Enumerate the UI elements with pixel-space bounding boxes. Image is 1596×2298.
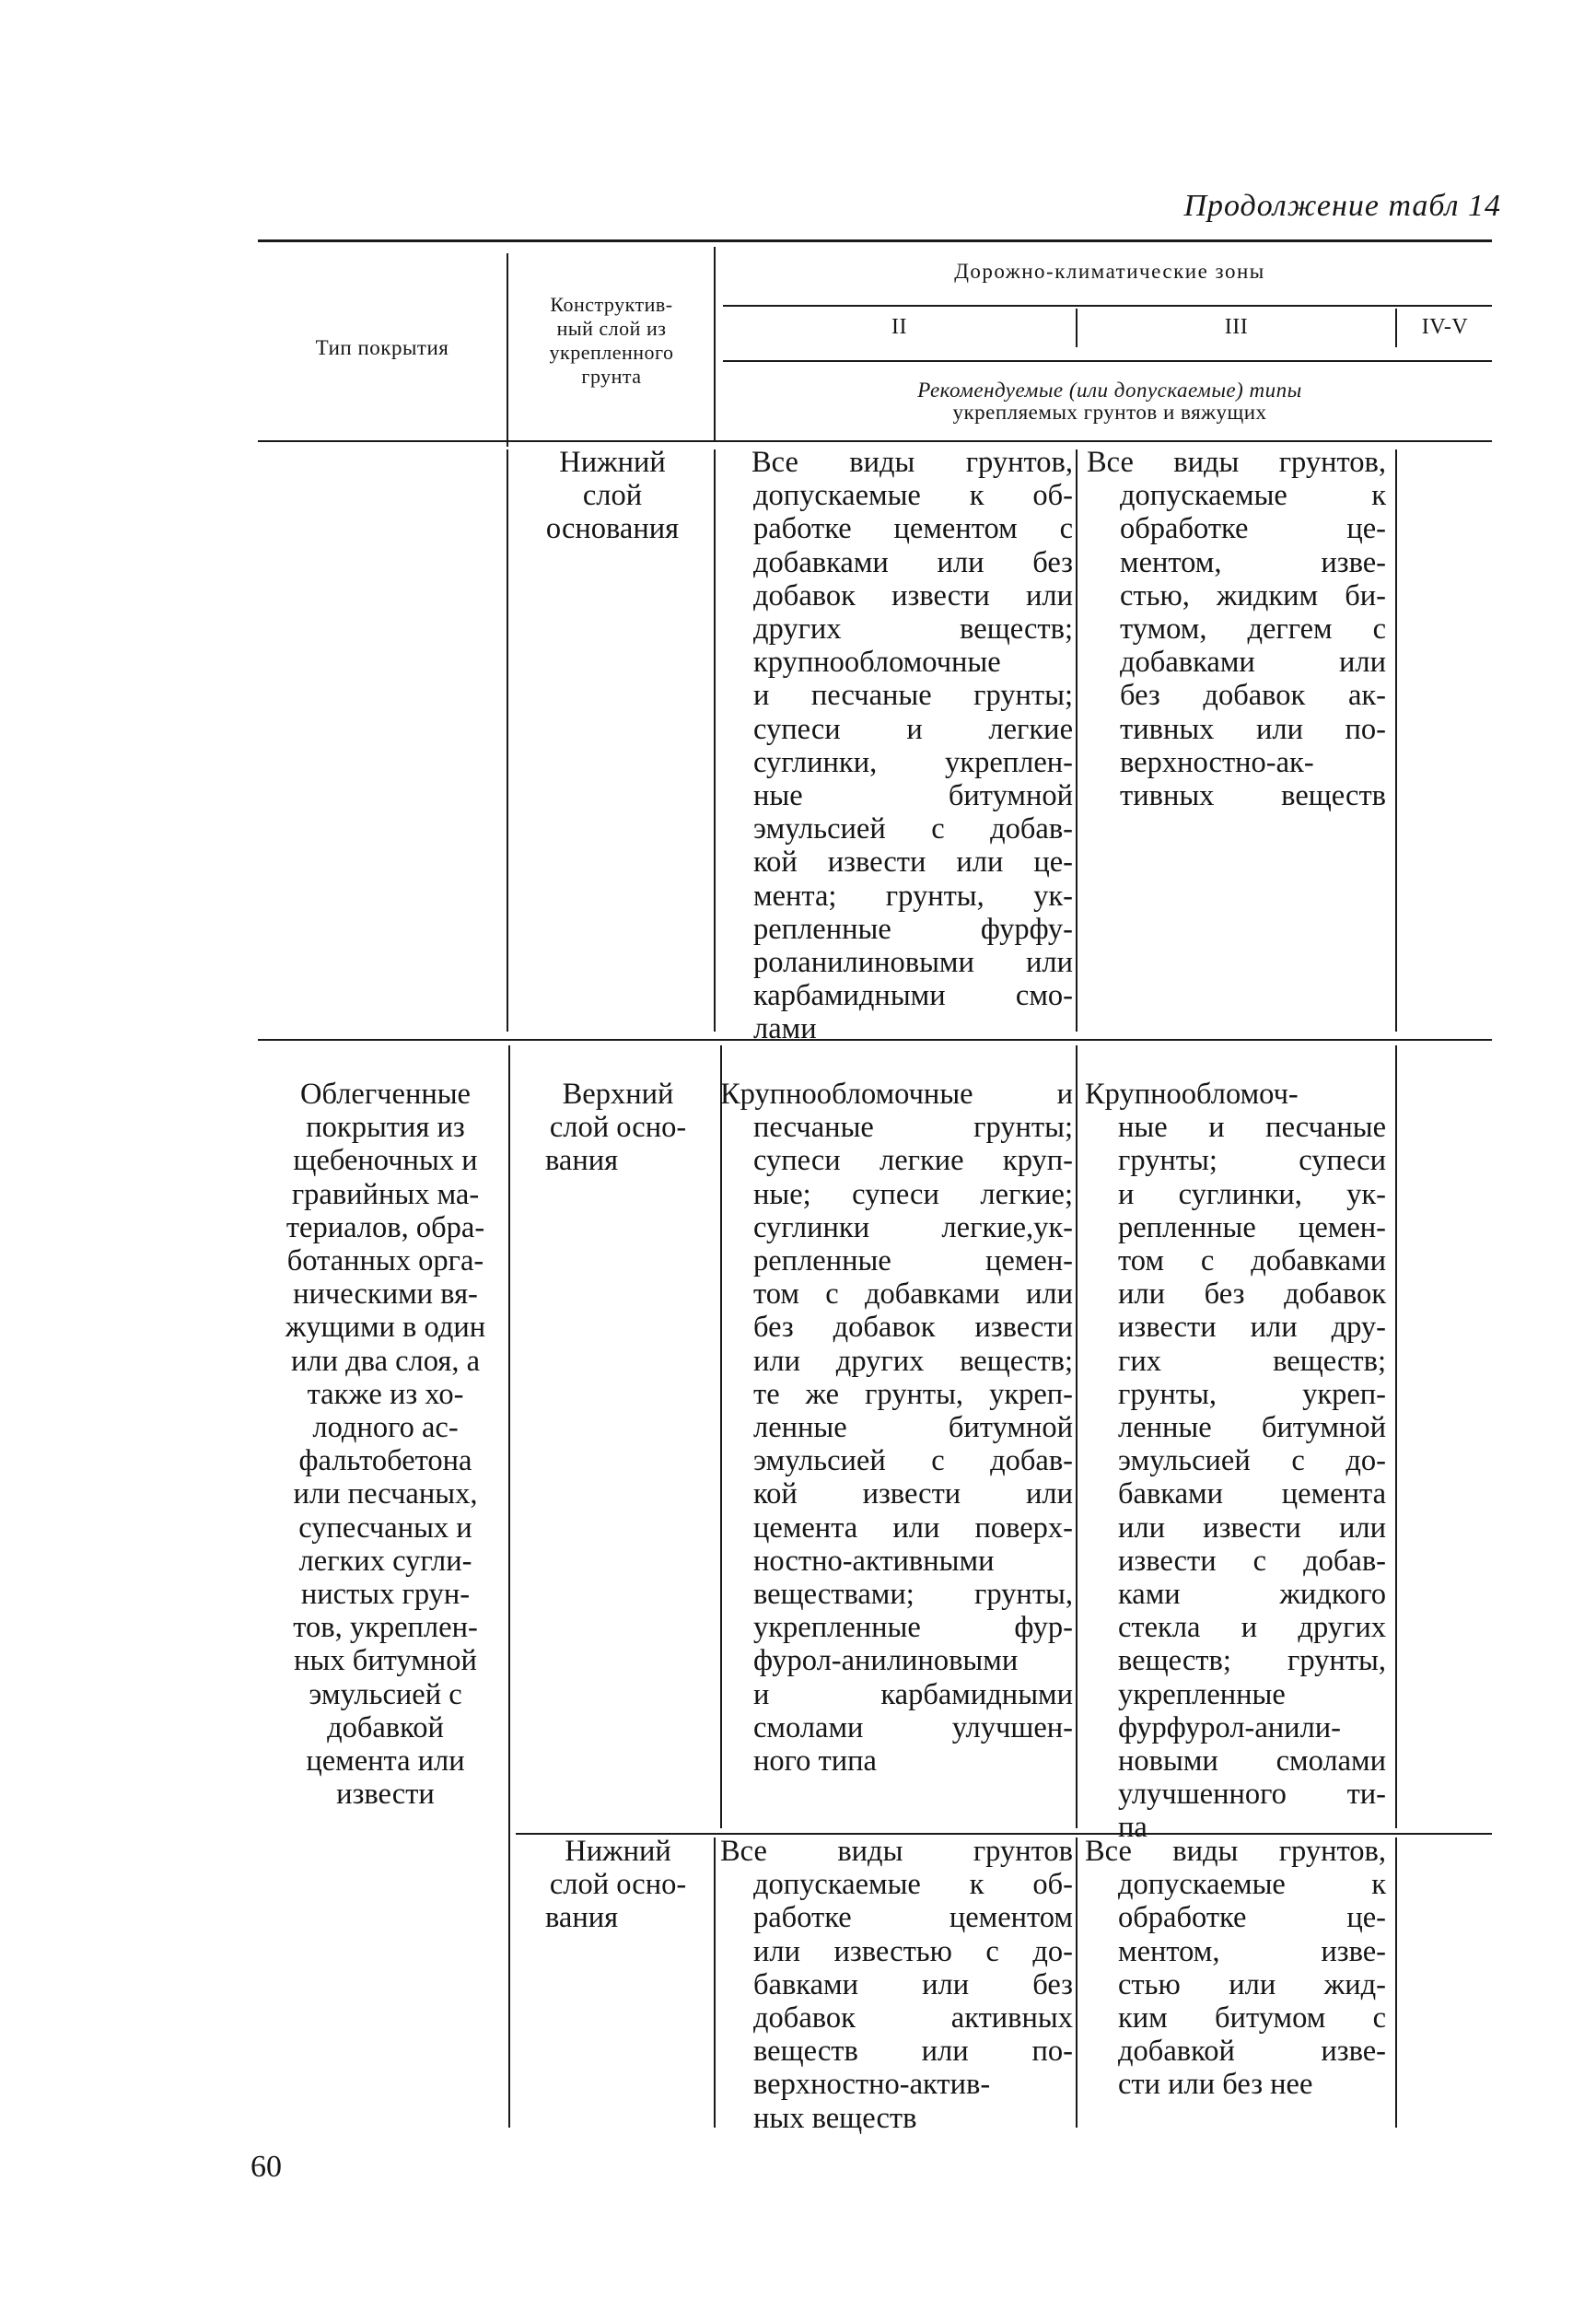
text-line: мента; грунты, ук- bbox=[753, 879, 1073, 913]
text-line: новыми смолами bbox=[1118, 1744, 1386, 1779]
text-line: фальтобетона bbox=[298, 1444, 472, 1478]
row2-type bbox=[264, 1078, 507, 1811]
text-line: слой осно- bbox=[549, 1868, 687, 1902]
text-line: добавок извести или bbox=[753, 578, 1073, 612]
text-line: вания bbox=[545, 1901, 619, 1935]
text-line: Нижний bbox=[565, 1835, 671, 1868]
text-line: и карбамидными bbox=[753, 1677, 1073, 1711]
header-zone-4-5: IV-V bbox=[1421, 315, 1469, 339]
text-line: добавкой bbox=[327, 1710, 444, 1744]
text-line: добавкой изве- bbox=[1118, 2035, 1386, 2069]
text-line: супеси легкие круп- bbox=[753, 1144, 1073, 1178]
header-recommended bbox=[728, 379, 1492, 424]
text-line: ностно-активными bbox=[753, 1544, 995, 1578]
row1-zone2 bbox=[753, 446, 1073, 1046]
text-line: кой извести или це- bbox=[753, 846, 1073, 880]
text-line: Все виды грунтов, bbox=[1085, 1835, 1386, 1868]
text-line: Крупнообломочные и bbox=[720, 1078, 1073, 1111]
text-line: Облегченные bbox=[300, 1078, 471, 1111]
row3-zone2 bbox=[720, 1835, 1073, 2135]
text-line: тумом, деггем с bbox=[1120, 612, 1386, 647]
text-line: обработке це- bbox=[1118, 1901, 1386, 1935]
text-line: фурол-анилиновыми bbox=[753, 1644, 1019, 1678]
text-line: лами bbox=[753, 1012, 817, 1046]
text-line: добавками или bbox=[1120, 646, 1386, 680]
text-line: слой осно- bbox=[549, 1111, 687, 1145]
col-divider-4 bbox=[1395, 1045, 1397, 1828]
text-line: репленные цемен- bbox=[753, 1244, 1073, 1278]
row1-zone3 bbox=[1087, 446, 1386, 812]
col-divider-3 bbox=[1076, 1837, 1078, 2128]
text-line: ного типа bbox=[753, 1744, 877, 1779]
text-line: тивных или по- bbox=[1120, 712, 1386, 746]
text-line: укрепленные фур- bbox=[753, 1611, 1073, 1645]
text-line: или без добавок bbox=[1118, 1277, 1386, 1312]
text-line: тивных веществ bbox=[1120, 779, 1386, 813]
text-line: Крупнообломоч- bbox=[1085, 1078, 1299, 1111]
header-layer-line: грунта bbox=[581, 365, 642, 388]
text-line: или известью с до- bbox=[753, 1934, 1073, 1968]
col-divider-4 bbox=[1395, 449, 1397, 1032]
text-line: веществ или по- bbox=[753, 2035, 1073, 2069]
text-line: и песчаные грунты; bbox=[753, 679, 1073, 713]
header-recommended-line: Рекомендуемые (или допускаемые) типы bbox=[917, 379, 1302, 402]
text-line: стью или жид- bbox=[1118, 1967, 1386, 2001]
text-line: стью, жидким би- bbox=[1120, 578, 1386, 612]
text-line: репленные фурфу- bbox=[753, 912, 1073, 946]
text-line: нистых грун- bbox=[300, 1578, 471, 1612]
text-line: или извести или bbox=[1118, 1511, 1386, 1545]
text-line: также из хо- bbox=[307, 1377, 464, 1411]
text-line: ническими вя- bbox=[293, 1277, 478, 1312]
text-line: верхностно-актив- bbox=[753, 2068, 991, 2102]
col-divider-3 bbox=[1076, 1045, 1078, 1828]
text-line: или песчаных, bbox=[293, 1477, 478, 1511]
text-line: репленные цемен- bbox=[1118, 1210, 1386, 1244]
text-line: укрепленные bbox=[1118, 1677, 1286, 1711]
text-line: ким битумом с bbox=[1118, 2001, 1386, 2036]
row2-zone3 bbox=[1085, 1078, 1386, 1845]
page-number: 60 bbox=[250, 2150, 282, 2184]
text-line: допускаемые к об- bbox=[753, 1868, 1073, 1902]
col-divider-4 bbox=[1395, 1837, 1397, 2128]
text-line: цемента или bbox=[306, 1744, 465, 1779]
text-line: слой bbox=[582, 479, 643, 513]
text-line: бавками цемента bbox=[1118, 1477, 1386, 1511]
text-line: супеси и легкие bbox=[753, 712, 1073, 746]
text-line: ные битумной bbox=[753, 779, 1073, 813]
text-line: те же грунты, укреп- bbox=[753, 1377, 1073, 1411]
text-line: ментом, изве- bbox=[1120, 545, 1386, 579]
text-line: ками жидкого bbox=[1118, 1578, 1386, 1612]
table-caption: Продолжение табл 14 bbox=[1183, 189, 1501, 223]
text-line: суглинки легкие,ук- bbox=[753, 1210, 1073, 1244]
text-line: и суглинки, ук- bbox=[1118, 1177, 1386, 1211]
text-line: эмульсией с добав- bbox=[753, 812, 1073, 846]
text-line: карбамидными смо- bbox=[753, 979, 1073, 1013]
text-line: грунты, укреп- bbox=[1118, 1377, 1386, 1411]
text-line: без добавок ак- bbox=[1120, 679, 1386, 713]
text-line: бавками или без bbox=[753, 1967, 1073, 2001]
text-line: основания bbox=[545, 512, 680, 546]
text-line: том с добавками bbox=[1118, 1244, 1386, 1278]
col-divider-1 bbox=[507, 449, 508, 1032]
table-top-rule bbox=[258, 239, 1492, 242]
text-line: или других веществ; bbox=[753, 1344, 1073, 1378]
text-line: Все виды грунтов, bbox=[1087, 446, 1386, 479]
text-line: ные; супеси легкие; bbox=[753, 1177, 1073, 1211]
text-line: покрытия из bbox=[306, 1111, 465, 1145]
text-line: эмульсией с до- bbox=[1118, 1444, 1386, 1478]
recommended-divider-rule bbox=[723, 360, 1492, 362]
text-line: или два слоя, а bbox=[290, 1344, 481, 1378]
text-line: вания bbox=[545, 1144, 619, 1178]
text-line: допускаемые к об- bbox=[753, 479, 1073, 513]
header-layer-line: укрепленного bbox=[549, 341, 674, 364]
header-type-col: Тип покрытия bbox=[315, 336, 449, 359]
text-line: ботанных орга- bbox=[286, 1244, 484, 1278]
text-line: Нижний bbox=[559, 446, 666, 479]
text-line: роланилиновыми или bbox=[753, 946, 1073, 980]
col-divider-2 bbox=[714, 449, 716, 1032]
row3-layer bbox=[518, 1835, 718, 1935]
text-line: других веществ; bbox=[753, 612, 1073, 647]
header-zone-3: III bbox=[1224, 315, 1249, 339]
text-line: допускаемые к bbox=[1120, 479, 1386, 513]
text-line: верхностно-ак- bbox=[1120, 745, 1314, 779]
text-line: веществ; грунты, bbox=[1118, 1644, 1386, 1678]
zones-divider-rule bbox=[723, 305, 1492, 307]
text-line: ные и песчаные bbox=[1118, 1111, 1386, 1145]
row3-zone3 bbox=[1085, 1835, 1386, 2102]
text-line: том с добавками или bbox=[753, 1277, 1073, 1312]
text-line: фурфурол-анили- bbox=[1118, 1710, 1342, 1744]
text-line: кой извести или bbox=[753, 1477, 1073, 1511]
col-divider-1 bbox=[507, 253, 508, 447]
text-line: без добавок извести bbox=[753, 1311, 1073, 1345]
col-divider-3 bbox=[1076, 449, 1078, 1032]
text-line: работке цементом bbox=[753, 1901, 1073, 1935]
row2-layer bbox=[518, 1078, 718, 1178]
text-line: тов, укреплен- bbox=[293, 1611, 478, 1645]
text-line: песчаные грунты; bbox=[753, 1111, 1073, 1145]
header-recommended-line: укрепляемых грунтов и вяжущих bbox=[952, 401, 1267, 424]
text-line: ных битумной bbox=[294, 1644, 477, 1678]
col-divider-4 bbox=[1395, 309, 1397, 347]
text-line: стекла и других bbox=[1118, 1611, 1386, 1645]
text-line: добавок активных bbox=[753, 2001, 1073, 2036]
text-line: Все виды грунтов, bbox=[751, 446, 1073, 479]
text-line: веществами; грунты, bbox=[753, 1578, 1073, 1612]
header-bottom-rule bbox=[258, 440, 1492, 442]
text-line: улучшенного ти- bbox=[1118, 1778, 1386, 1812]
header-zone-2: II bbox=[891, 315, 907, 339]
text-line: суглинки, укреплен- bbox=[753, 745, 1073, 779]
text-line: смолами улучшен- bbox=[753, 1710, 1073, 1744]
text-line: щебеночных и bbox=[293, 1144, 478, 1178]
header-layer-line: ный слой из bbox=[556, 317, 667, 340]
text-line: супесчаных и bbox=[298, 1511, 472, 1545]
text-line: грунты; супеси bbox=[1118, 1144, 1386, 1178]
col-divider-1 bbox=[508, 1045, 510, 2128]
text-line: извести с добав- bbox=[1118, 1544, 1386, 1578]
row2-zone2 bbox=[720, 1078, 1073, 1778]
text-line: па bbox=[1118, 1811, 1147, 1845]
text-line: извести bbox=[336, 1778, 435, 1812]
text-line: гих веществ; bbox=[1118, 1344, 1386, 1378]
header-layer-col bbox=[514, 293, 709, 389]
text-line: допускаемые к bbox=[1118, 1868, 1386, 1902]
text-line: обработке це- bbox=[1120, 512, 1386, 546]
text-line: извести или дру- bbox=[1118, 1311, 1386, 1345]
header-layer-line: Конструктив- bbox=[550, 293, 673, 316]
text-line: эмульсией с bbox=[309, 1677, 462, 1711]
text-line: ментом, изве- bbox=[1118, 1934, 1386, 1968]
row1-layer bbox=[516, 446, 709, 546]
text-line: лодного ас- bbox=[312, 1411, 459, 1445]
text-line: Все виды грунтов bbox=[720, 1835, 1073, 1868]
text-line: добавками или без bbox=[753, 545, 1073, 579]
text-line: ных веществ bbox=[753, 2101, 917, 2135]
text-line: ленные битумной bbox=[1118, 1411, 1386, 1445]
text-line: легких сугли- bbox=[298, 1544, 472, 1578]
text-line: ленные битумной bbox=[753, 1411, 1073, 1445]
col-divider-2 bbox=[714, 247, 716, 440]
text-line: цемента или поверх- bbox=[753, 1511, 1073, 1545]
text-line: жущими в один bbox=[285, 1311, 486, 1345]
text-line: сти или без нее bbox=[1118, 2068, 1313, 2102]
text-line: работке цементом с bbox=[753, 512, 1073, 546]
text-line: крупнообломочные bbox=[753, 646, 1001, 680]
text-line: гравийных ма- bbox=[291, 1177, 480, 1211]
text-line: териалов, обра- bbox=[285, 1210, 485, 1244]
text-line: эмульсией с добав- bbox=[753, 1444, 1073, 1478]
header-zones-title: Дорожно-климатические зоны bbox=[954, 260, 1265, 283]
text-line: Верхний bbox=[562, 1078, 674, 1111]
